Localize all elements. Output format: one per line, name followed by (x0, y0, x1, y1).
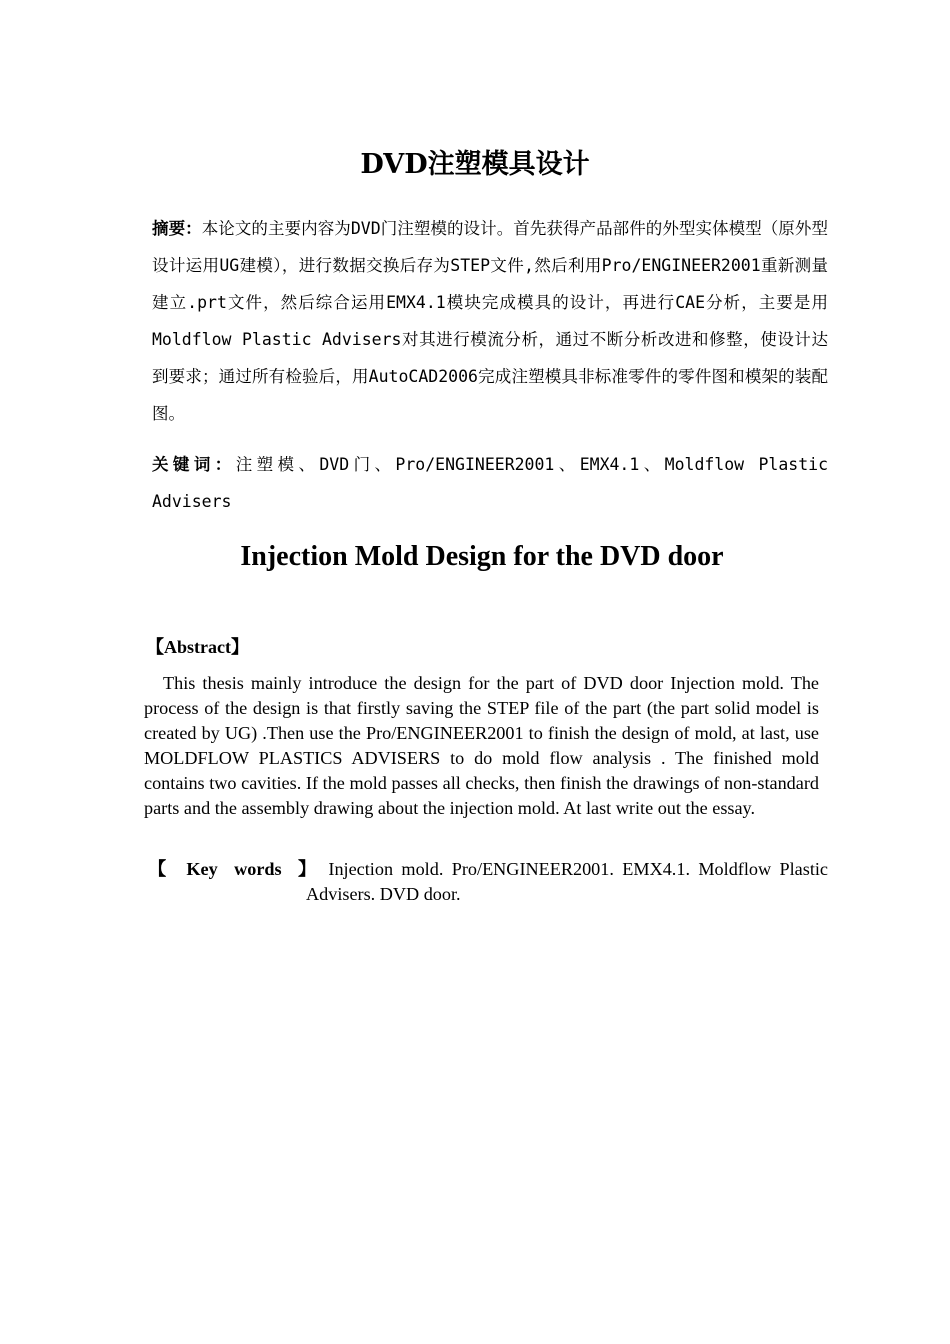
chinese-abstract-label: 摘要： (152, 219, 202, 238)
chinese-abstract (152, 210, 828, 432)
english-keywords-text: Injection mold. Pro/ENGINEER2001. EMX4.1. Moldflow Plastic Advisers. DVD door. (306, 859, 829, 904)
chinese-title: DVD注塑模具设计 (360, 149, 590, 180)
english-abstract-text: This thesis mainly introduce the design for the part of DVD door Injection mold. The process of the design is that firstly saving the STEP file of the part (the part solid model is created by UG) .Then use the Pro/ENGINEER2001 to finish the design of mold, at last, use MOLDFLOW PLASTICS ADVISERS to do mold flow analysis . The finished mold contains two cavities. If the mold passes all checks, then finish the drawings of non-standard parts and the assembly drawing about the injection mold. At last write out the essay. (144, 673, 819, 818)
english-keywords-label: 【 Key words 】 (148, 859, 321, 879)
chinese-keywords-text: 注塑模、DVD门、Pro/ENGINEER2001、EMX4.1、Moldflow Plastic Advisers (152, 455, 829, 511)
english-keywords (148, 857, 828, 907)
chinese-keywords-label: 关键词： (152, 455, 236, 474)
english-abstract-label: 【Abstract】 (146, 637, 249, 657)
chinese-abstract-text: 本论文的主要内容为DVD门注塑模的设计。首先获得产品部件的外型实体模型（原外型设计运用UG建模），进行数据交换后存为STEP文件,然后利用Pro/ENGINEER2001重新测量建立.prt文件，然后综合运用EMX4.1模块完成模具的设计，再进行CAE分析，主要是用Moldflow Plastic Advisers对其进行模流分析，通过不断分析改进和修整，使设计达到要求；通过所有检验后，用AutoCAD2006完成注塑模具非标准零件的零件图和模架的装配图。 (152, 219, 829, 423)
chinese-keywords (152, 446, 828, 520)
english-title: Injection Mold Design for the DVD door (240, 541, 724, 572)
